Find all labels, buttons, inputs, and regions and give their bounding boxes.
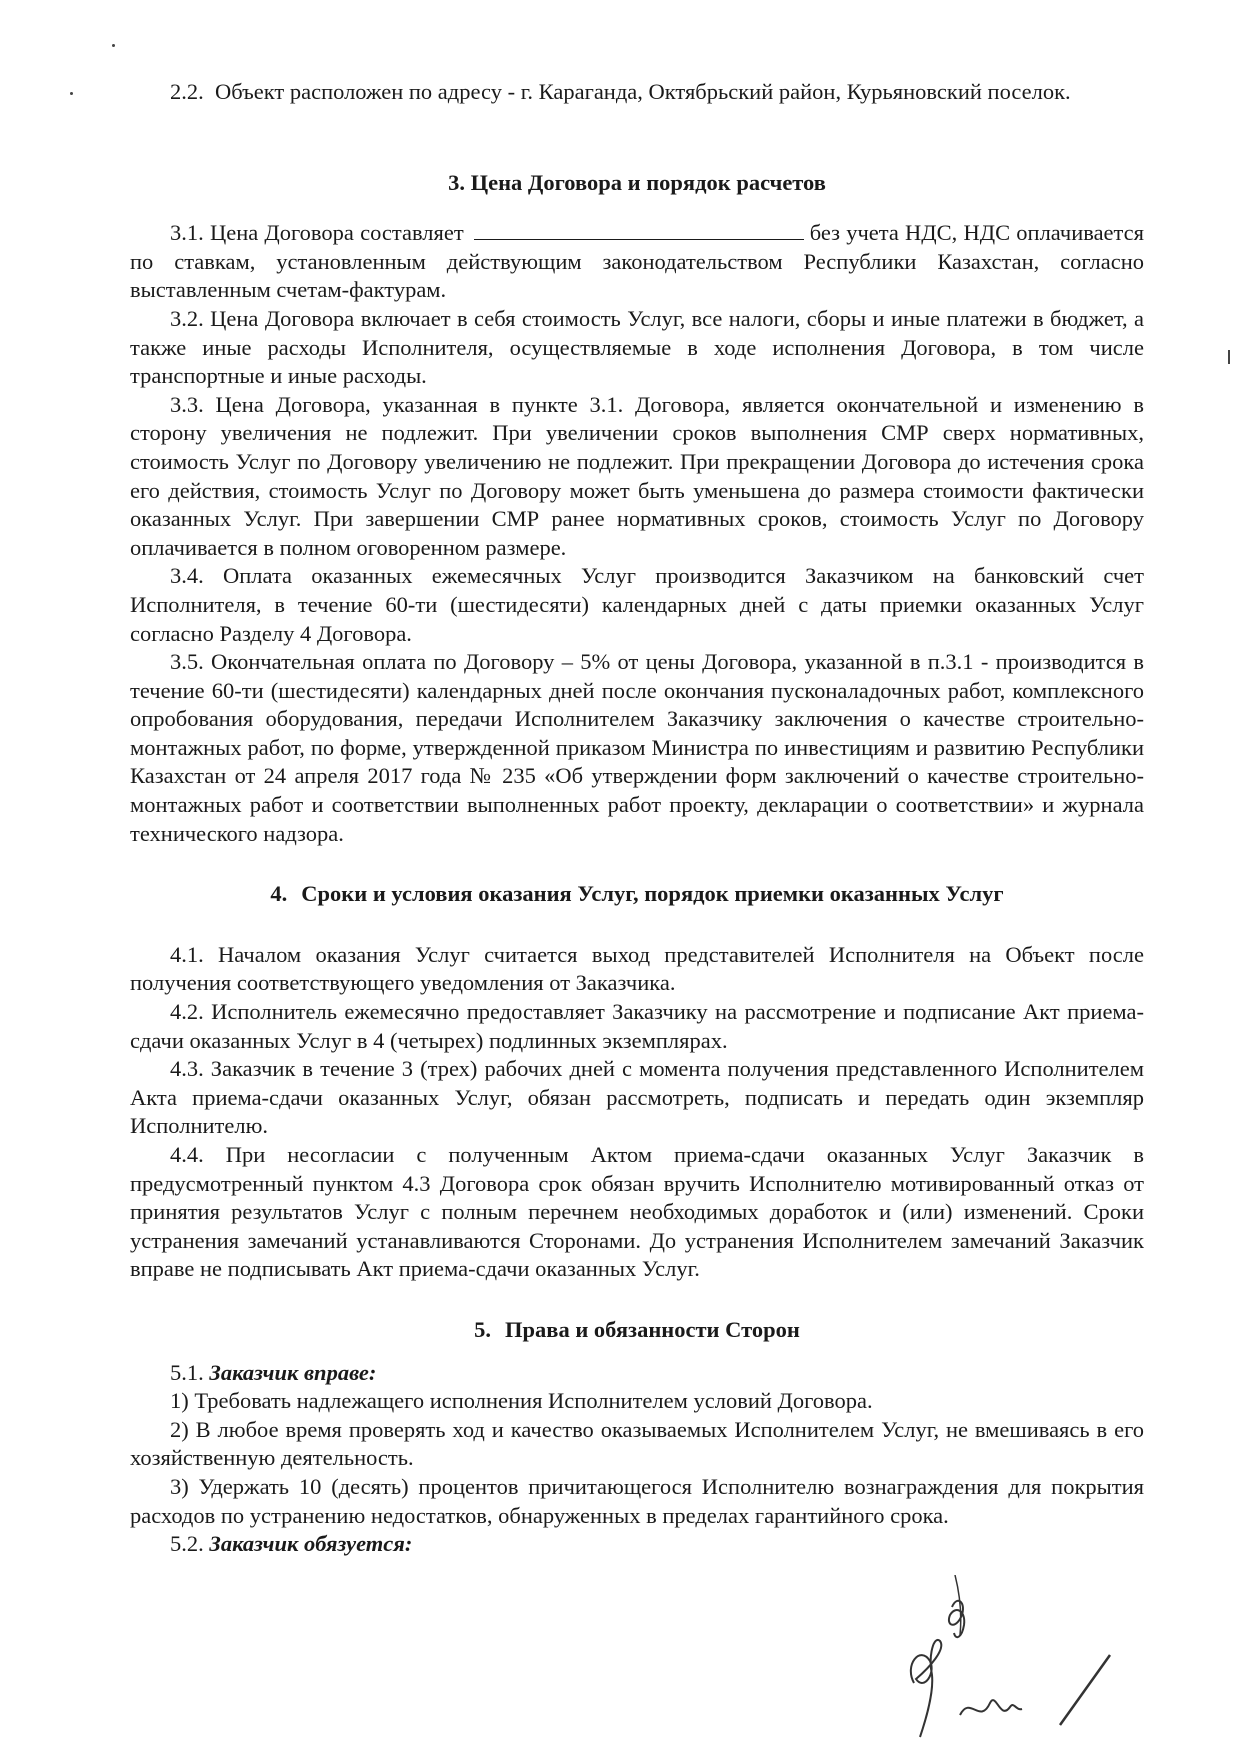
list-item-3: 3) Удержать 10 (десять) процентов причитающегося Исполнителю вознаграждения для покрытия расходов по устранению недостатков, обнаруженных в пределах гарантийного срока.: [130, 1473, 1144, 1528]
clause-3-4: 3.4. Оплата оказанных ежемесячных Услуг производится Заказчиком на банковский счет Исполнителя, в течение 60-ти (шестидесяти) календарных дней с даты приемки оказанных Услуг согласно Разделу 4 Договора.: [130, 563, 1144, 646]
handwritten-initials-signature: [900, 1575, 1200, 1745]
clause-label: Заказчик вправе:: [209, 1359, 377, 1385]
clause-5-1: [130, 1359, 1144, 1388]
clause-number: 5.2.: [170, 1531, 204, 1557]
clause-4-3: 4.3. Заказчик в течение 3 (трех) рабочих дней с момента получения представленного Исполнителем Акта приема-сдачи оказанных Услуг, обязан рассмотреть, подписать и передать один экземпляр Исполнителю.: [130, 1056, 1144, 1139]
section-title: Сроки и условия оказания Услуг, порядок приемки оказанных Услуг: [301, 881, 1004, 907]
clause-2-2: [130, 78, 1144, 107]
clause-3-1: [130, 219, 1144, 305]
list-item-1: 1) Требовать надлежащего исполнения Исполнителем условий Договора.: [170, 1388, 873, 1414]
section-3-heading: 3. Цена Договора и порядок расчетов: [448, 169, 826, 195]
scan-speck: [112, 44, 115, 47]
clause-text: Объект расположен по адресу - г. Караганда, Октябрьский район, Курьяновский поселок.: [215, 79, 1071, 104]
clause-number: 3.1.: [170, 220, 204, 246]
clause-text: Цена Договора составляет: [209, 220, 464, 246]
section-4-heading: [130, 880, 1144, 909]
price-blank-line: [474, 221, 804, 240]
section-number: 5.: [474, 1316, 492, 1342]
list-item-2: 2) В любое время проверять ход и качество оказываемых Исполнителем Услуг, не вмешиваясь в его хозяйственную деятельность.: [130, 1416, 1144, 1471]
clause-3-2: 3.2. Цена Договора включает в себя стоимость Услуг, все налоги, сборы и иные платежи в бюджет, а также иные расходы Исполнителя, осуществляемые в ходе исполнения Договора, в том числе транспортные и иные расходы.: [130, 305, 1144, 389]
section-number: 4.: [270, 881, 288, 907]
clause-number: 2.2.: [170, 79, 204, 104]
clause-number: 5.1.: [170, 1359, 204, 1385]
clause-4-2: 4.2. Исполнитель ежемесячно предоставляет Заказчику на рассмотрение и подписание Акт приема-сдачи оказанных Услуг в 4 (четырех) подлинных экземплярах.: [130, 999, 1144, 1053]
scan-speck: [70, 92, 73, 95]
clause-4-4: 4.4. При несогласии с полученным Актом приема-сдачи оказанных Услуг Заказчик в предусмотренный пунктом 4.3 Договора срок обязан вручить Исполнителю мотивированный отказ от принятия результатов Услуг с полным перечнем необходимых доработок и (или) изменений. Сроки устранения замечаний устанавливаются Сторонами. До устранения Исполнителем замечаний Заказчик вправе не подписывать Акт приема-сдачи оказанных Услуг.: [130, 1142, 1144, 1282]
document-page: [130, 78, 1144, 1559]
clause-label: Заказчик обязуется:: [209, 1531, 413, 1557]
clause-5-2: [130, 1530, 1144, 1559]
clause-3-5: 3.5. Окончательная оплата по Договору – 5% от цены Договора, указанной в п.3.1 - производится в течение 60-ти (шестидесяти) календарных дней после окончания пусконаладочных работ, комплексного опробования оборудования, передачи Исполнителем Заказчику заключения о качестве строительно-монтажных работ, по форме, утвержденной приказом Министра по инвестициям и развитию Республики Казахстан от 24 апреля 2017 года № 235 «Об утверждении форм заключений о качестве строительно-монтажных работ и соответствии выполненных работ проекту, декларации о соответствии» и журнала технического надзора.: [130, 649, 1144, 846]
section-5-heading: [130, 1316, 1144, 1345]
scan-mark: [1228, 350, 1230, 364]
clause-text: без учета НДС, НДС оплачивается по ставкам, установленным действующим законодательством Республики Казахстан, согласно выставленным счетам-фактурам.: [130, 220, 1144, 303]
clause-4-1: 4.1. Началом оказания Услуг считается выход представителей Исполнителя на Объект после получения соответствующего уведомления от Заказчика.: [130, 941, 1144, 996]
clause-3-3: 3.3. Цена Договора, указанная в пункте 3.1. Договора, является окончательной и изменению в сторону увеличения не подлежит. При увеличении сроков выполнения СМР сверх нормативных, стоимость Услуг по Договору увеличению не подлежит. При прекращении Договора до истечения срока его действия, стоимость Услуг по Договору может быть уменьшена до размера стоимости фактически оказанных Услуг. При завершении СМР ранее нормативных сроков, стоимость Услуг по Договору оплачивается в полном оговоренном размере.: [130, 391, 1144, 560]
section-title: Права и обязанности Сторон: [505, 1316, 800, 1342]
